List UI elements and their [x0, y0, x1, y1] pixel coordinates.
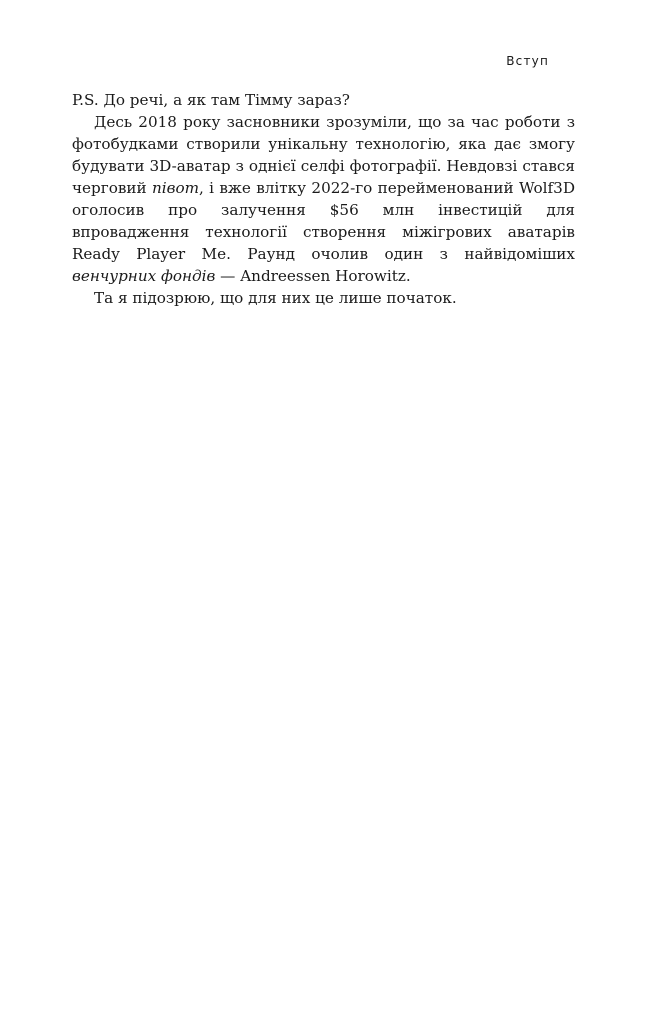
main-text [72, 89, 575, 309]
running-header: Вступ [506, 54, 549, 68]
paragraph-story [72, 111, 575, 287]
paragraph-story-part-3: — Andreessen Horowitz. [215, 267, 411, 285]
term-pivot: півот [151, 179, 200, 197]
paragraph-ps: P.S. До речі, а як там Тімму зараз? [72, 91, 350, 109]
term-venture-funds: венчурних фондів [72, 267, 216, 285]
paragraph-story-part-1: Десь 2018 року засновники зрозуміли, що за час роботи з фотобудками створили унікальну технологію, яка дає змогу будувати 3D-аватар з однієї селфі фотографії. Невдовзі стався черговий [72, 113, 575, 197]
paragraph-closing: Та я підозрюю, що для них це лише початок. [94, 289, 457, 307]
paragraph-story-part-2: , і вже влітку 2022-го перейменований Wolf3D оголосив про залучення $56 млн інвестицій для впровадження технології створення міжігрових аватарів Ready Player Me. Раунд очолив один з найвідоміших [72, 179, 575, 263]
